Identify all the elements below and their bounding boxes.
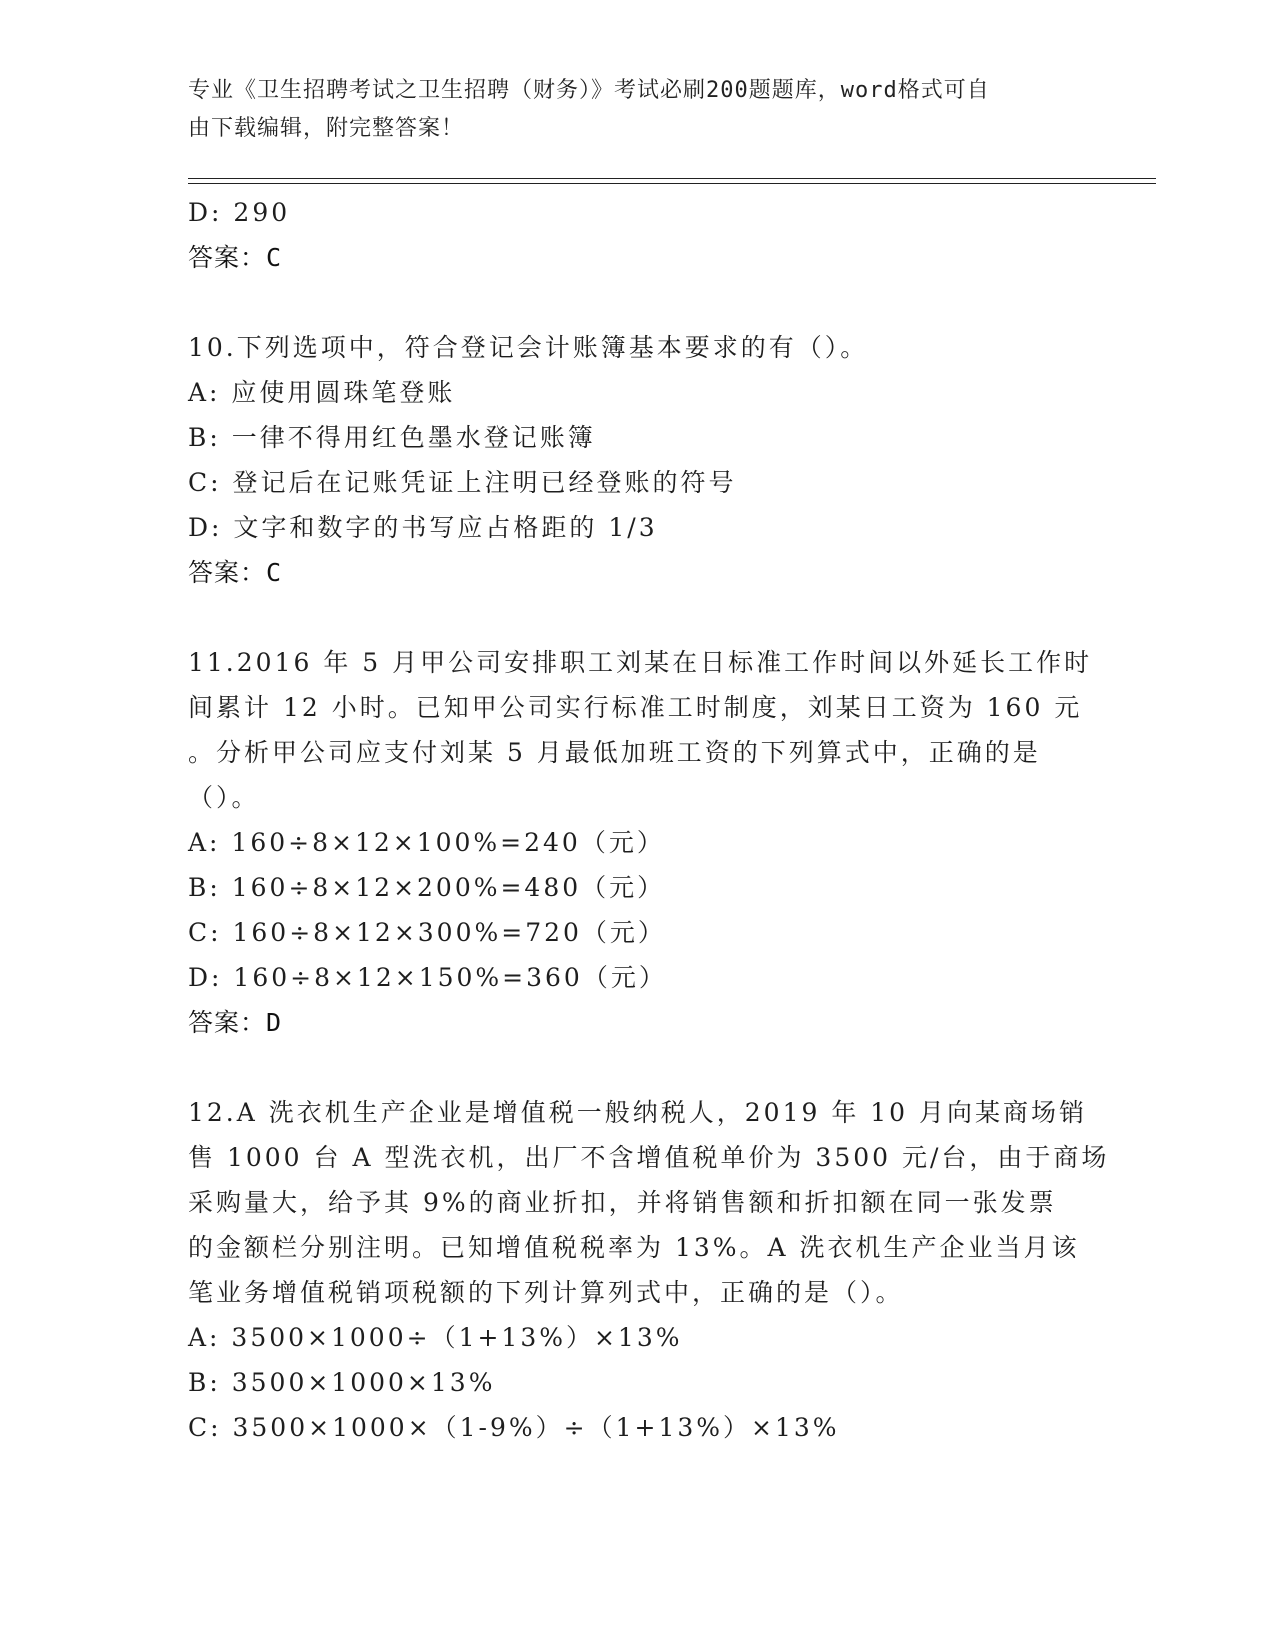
question-stem-line: 的金额栏分别注明。已知增值税税率为 13%。A 洗衣机生产企业当月该 [188, 1233, 1080, 1262]
option-b: B: 160÷8×12×200%=480（元） [188, 873, 666, 902]
header-divider-bottom [188, 183, 1156, 184]
question-stem-line: 售 1000 台 A 型洗衣机，出厂不含增值税单价为 3500 元/台，由于商场 [188, 1143, 1110, 1172]
prev-option-d: D: 290 [188, 198, 291, 227]
question-10 [188, 325, 1088, 595]
answer: 答案：D [188, 1008, 283, 1037]
option-d: D: 160÷8×12×150%=360（元） [188, 963, 667, 992]
option-b: B: 3500×1000×13% [188, 1368, 496, 1397]
spacer [188, 280, 1088, 325]
question-stem-line: （）。 [188, 783, 260, 812]
header-line-1: 专业《卫生招聘考试之卫生招聘（财务）》考试必刷200题题库，word格式可自 [188, 78, 990, 103]
option-b: B: 一律不得用红色墨水登记账簿 [188, 423, 596, 452]
option-d: D: 文字和数字的书写应占格距的 1/3 [188, 513, 658, 542]
option-c: C: 3500×1000×（1-9%）÷（1+13%）×13% [188, 1413, 840, 1442]
question-stem: 10.下列选项中，符合登记会计账簿基本要求的有（）。 [188, 333, 869, 362]
option-a: A: 160÷8×12×100%=240（元） [188, 828, 665, 857]
question-12 [188, 1090, 1110, 1450]
answer: 答案：C [188, 558, 283, 587]
spacer [188, 595, 1088, 640]
option-c: C: 160÷8×12×300%=720（元） [188, 918, 666, 947]
question-stem-line: 12.A 洗衣机生产企业是增值税一般纳税人，2019 年 10 月向某商场销 [188, 1098, 1088, 1127]
question-stem-line: 。分析甲公司应支付刘某 5 月最低加班工资的下列算式中，正确的是 [188, 738, 1041, 767]
question-content [188, 190, 1110, 1450]
question-stem-line: 采购量大，给予其 9%的商业折扣，并将销售额和折扣额在同一张发票 [188, 1188, 1057, 1217]
prev-answer: 答案：C [188, 243, 283, 272]
header-line-2: 由下载编辑，附完整答案！ [188, 116, 465, 141]
question-stem-line: 11.2016 年 5 月甲公司安排职工刘某在日标准工作时间以外延长工作时 [188, 648, 1093, 677]
option-a: A: 3500×1000÷（1+13%）×13% [188, 1323, 683, 1352]
spacer [188, 1045, 1088, 1090]
document-header [188, 72, 1068, 148]
option-a: A: 应使用圆珠笔登账 [188, 378, 456, 407]
option-c: C: 登记后在记账凭证上注明已经登账的符号 [188, 468, 737, 497]
question-stem-line: 间累计 12 小时。已知甲公司实行标准工时制度，刘某日工资为 160 元 [188, 693, 1083, 722]
header-divider-top [188, 178, 1156, 179]
question-11 [188, 640, 1093, 1045]
question-stem-line: 笔业务增值税销项税额的下列计算列式中，正确的是（）。 [188, 1278, 904, 1307]
